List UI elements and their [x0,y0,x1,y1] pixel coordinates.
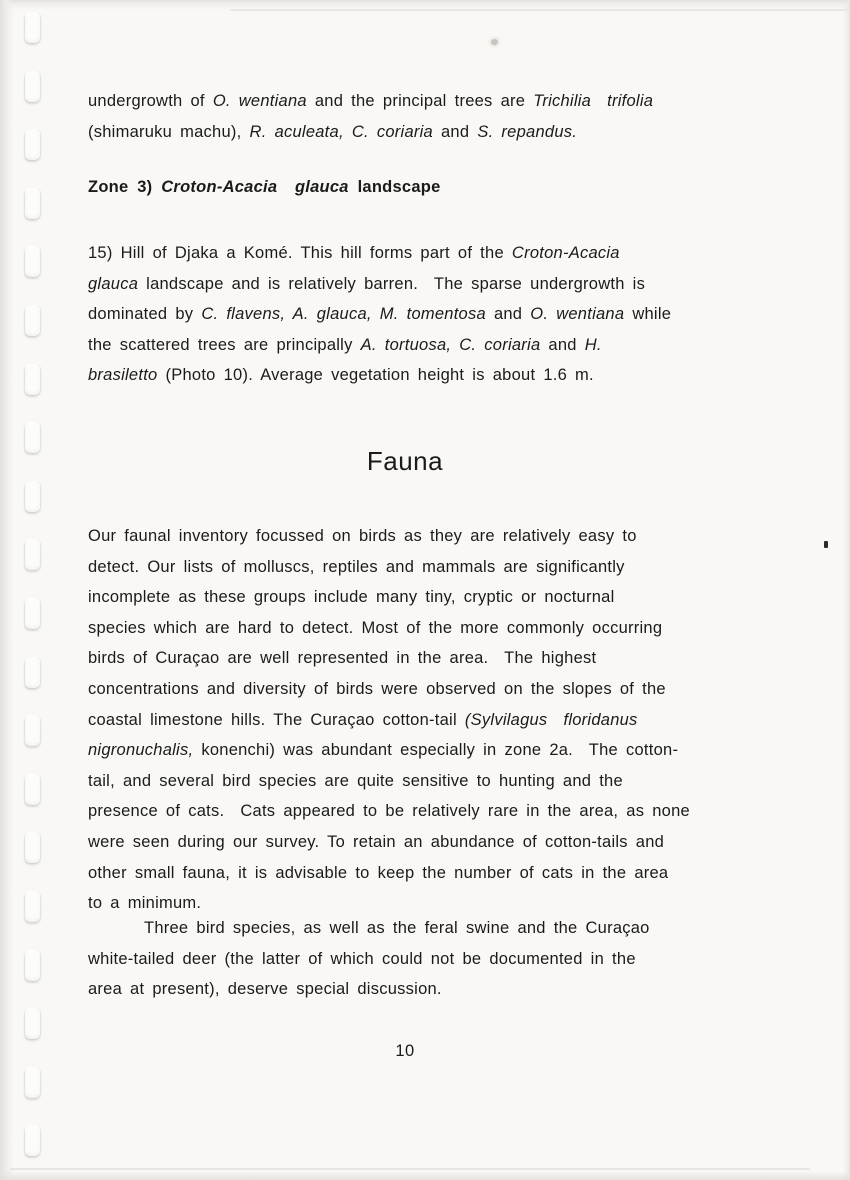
text-line: to a minimum. [88,894,202,913]
binding-hole [25,1067,40,1098]
text-line: tail, and several bird species are quite sensitive to hunting and the [88,771,623,790]
binding-hole [25,129,40,160]
paragraph-three-bird-species [88,913,728,1005]
binding-hole [25,364,40,395]
binding-hole [25,950,40,981]
page-bottom-edge-shading [0,1171,850,1180]
binding-hole [25,1008,40,1039]
binding-hole [25,891,40,922]
text-line: Our faunal inventory focussed on birds as they are relatively easy to [88,527,637,545]
text-line: were seen during our survey. To retain an abundance of cotton-tails and [88,832,665,851]
text-line: the scattered trees are principally A. tortuosa, C. coriaria and H. [88,335,602,354]
binding-hole [25,422,40,453]
binding-hole [25,657,40,688]
page-right-edge-shading [843,0,850,1180]
binding-hole [25,188,40,219]
page-left-edge-shading [0,0,14,1180]
text-line: area at present), deserve special discussion. [88,980,442,999]
paragraph-undergrowth [88,86,728,147]
text-line: Zone 3) Croton-Acacia glauca landscape [88,178,441,196]
text-line: incomplete as these groups include many tiny, cryptic or nocturnal [88,588,615,607]
text-line: 15) Hill of Djaka a Komé. This hill forms part of the Croton-Acacia [88,244,620,262]
page-top-edge-line [230,9,850,11]
text-line: concentrations and diversity of birds were observed on the slopes of the [88,679,666,698]
paragraph-hill-of-djaka [88,238,728,391]
binding-hole [25,246,40,277]
text-line: nigronuchalis, konenchi) was abundant especially in zone 2a. The cotton- [88,741,679,760]
page-bottom-edge-line [10,1168,810,1170]
binding-hole [25,481,40,512]
text-line: (shimaruku machu), R. aculeata, C. coriaria and S. repandus. [88,122,578,141]
text-line: other small fauna, it is advisable to keep the number of cats in the area [88,863,669,882]
paragraph-faunal-inventory [88,521,728,919]
binding-hole [25,598,40,629]
binding-hole [25,832,40,863]
scan-speck-black [824,541,828,548]
text-line: undergrowth of O. wentiana and the principal trees are Trichilia trifolia [88,92,654,110]
binding-hole [25,1125,40,1156]
text-line: birds of Curaçao are well represented in the area. The highest [88,649,597,668]
text-line: dominated by C. flavens, A. glauca, M. tomentosa and O. wentiana while [88,305,672,324]
text-line: detect. Our lists of molluscs, reptiles and mammals are significantly [88,557,625,576]
binding-hole [25,539,40,570]
binding-hole [25,774,40,805]
text-line: coastal limestone hills. The Curaçao cotton-tail (Sylvilagus floridanus [88,710,638,729]
fauna-section-heading: Fauna [366,446,444,476]
text-line: white-tailed deer (the latter of which could not be documented in the [88,949,636,968]
text-line: Three bird species, as well as the feral swine and the Curaçao [144,919,650,937]
text-line: species which are hard to detect. Most of the more commonly occurring [88,618,663,637]
text-line: glauca landscape and is relatively barren. The sparse undergrowth is [88,274,646,293]
binding-hole [25,305,40,336]
binding-hole [25,71,40,102]
page-number: 10 [395,1042,415,1060]
scan-speck-gray [491,39,498,45]
binding-hole [25,715,40,746]
binding-hole [25,12,40,43]
zone3-heading [88,172,728,203]
text-line: presence of cats. Cats appeared to be relatively rare in the area, as none [88,802,690,821]
text-line: brasiletto (Photo 10). Average vegetation height is about 1.6 m. [88,366,594,385]
